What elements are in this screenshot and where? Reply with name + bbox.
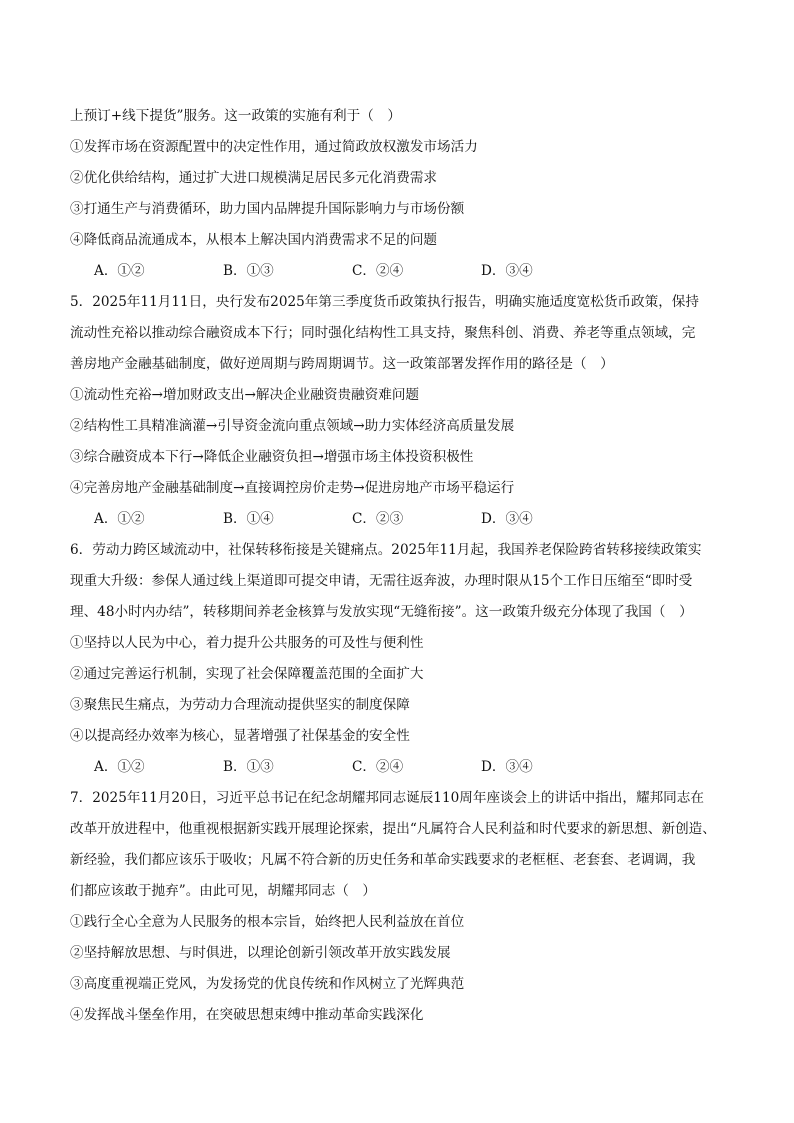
question-6-stem-line-1: 6．劳动力跨区域流动中，社保转移衔接是关键痛点。2025年11月起，我国养老保险跨省转移接续政策实 — [70, 542, 702, 558]
question-7-stem-line-4: 们都应该敢于抛弃”。由此可见，胡耀邦同志（ ） — [70, 883, 377, 899]
question-5 — [70, 287, 730, 535]
choice-a: A．①② — [94, 263, 145, 279]
question-5-stem-line-3: 善房地产金融基础制度，做好逆周期与跨周期调节。这一政策部署发挥作用的路径是（ ） — [70, 356, 614, 372]
question-6 — [70, 535, 730, 783]
question-7-item-2: ②坚持解放思想、与时俱进，以理论创新引领改革开放实践发展 — [70, 945, 451, 961]
question-4-item-1: ①发挥市场在资源配置中的决定性作用，通过简政放权激发市场活力 — [70, 139, 478, 155]
question-6-item-2: ②通过完善运行机制，实现了社会保障覆盖范围的全面扩大 — [70, 666, 424, 682]
question-4-item-2: ②优化供给结构，通过扩大进口规模满足居民多元化消费需求 — [70, 170, 438, 186]
choice-d: D．③④ — [481, 263, 533, 279]
question-4-stem-tail: 上预订+线下提货”服务。这一政策的实施有利于（ ） — [70, 108, 401, 124]
question-6-stem-line-2: 现重大升级：参保人通过线上渠道即可提交申请，无需往返奔波，办理时限从15个工作日压缩至“即时受 — [70, 573, 693, 589]
question-5-item-3: ③综合融资成本下行→降低企业融资负担→增强市场主体投资积极性 — [70, 449, 474, 465]
choice-c: C．②③ — [352, 511, 404, 527]
question-4-item-4: ④降低商品流通成本，从根本上解决国内消费需求不足的问题 — [70, 232, 438, 248]
choice-a: A．①② — [94, 511, 145, 527]
question-7-item-1: ①践行全心全意为人民服务的根本宗旨，始终把人民利益放在首位 — [70, 914, 465, 930]
question-6-stem-line-3: 理、48小时内办结”，转移期间养老金核算与发放实现“无缝衔接”。这一政策升级充分体现了我国（ ） — [70, 604, 693, 620]
question-5-stem-line-1: 5．2025年11月11日，央行发布2025年第三季度货币政策执行报告，明确实施适度宽松货币政策，保持 — [70, 294, 699, 310]
question-4-choices — [70, 256, 730, 287]
question-7-stem-line-1: 7．2025年11月20日，习近平总书记在纪念胡耀邦同志诞辰110周年座谈会上的讲话中指出，耀邦同志在 — [70, 790, 704, 806]
question-7-stem-line-2: 改革开放进程中，他重视根据新实践开展理论探索，提出“凡属符合人民利益和时代要求的新思想、新创造、 — [70, 821, 716, 837]
question-7-stem-line-3: 新经验，我们都应该乐于吸收；凡属不符合新的历史任务和革命实践要求的老框框、老套套、老调调，我 — [70, 852, 696, 868]
choice-b: B．①④ — [223, 511, 274, 527]
choice-d: D．③④ — [481, 511, 533, 527]
choice-a: A．①② — [94, 759, 145, 775]
question-7 — [70, 783, 730, 1031]
question-5-item-4: ④完善房地产金融基础制度→直接调控房价走势→促进房地产市场平稳运行 — [70, 480, 515, 496]
choice-c: C．②④ — [352, 759, 404, 775]
choice-b: B．①③ — [223, 263, 274, 279]
question-6-item-3: ③聚焦民生痛点，为劳动力合理流动提供坚实的制度保障 — [70, 697, 410, 713]
choice-d: D．③④ — [481, 759, 533, 775]
question-5-item-1: ①流动性充裕→增加财政支出→解决企业融资贵融资难问题 — [70, 387, 420, 403]
choice-c: C．②④ — [352, 263, 404, 279]
question-6-choices — [70, 752, 730, 783]
question-5-choices — [70, 504, 730, 535]
exam-page — [70, 101, 730, 1031]
question-4 — [70, 101, 730, 287]
question-6-item-1: ①坚持以人民为中心，着力提升公共服务的可及性与便利性 — [70, 635, 424, 651]
choice-b: B．①③ — [223, 759, 274, 775]
question-5-item-2: ②结构性工具精准滴灌→引导资金流向重点领域→助力实体经济高质量发展 — [70, 418, 515, 434]
question-4-item-3: ③打通生产与消费循环，助力国内品牌提升国际影响力与市场份额 — [70, 201, 465, 217]
question-7-item-4: ④发挥战斗堡垒作用，在突破思想束缚中推动革命实践深化 — [70, 1007, 424, 1023]
question-7-item-3: ③高度重视端正党风，为发扬党的优良传统和作风树立了光辉典范 — [70, 976, 465, 992]
question-6-item-4: ④以提高经办效率为核心，显著增强了社保基金的安全性 — [70, 728, 410, 744]
question-5-stem-line-2: 流动性充裕以推动综合融资成本下行；同时强化结构性工具支持，聚焦科创、消费、养老等重点领域，完 — [70, 325, 696, 341]
